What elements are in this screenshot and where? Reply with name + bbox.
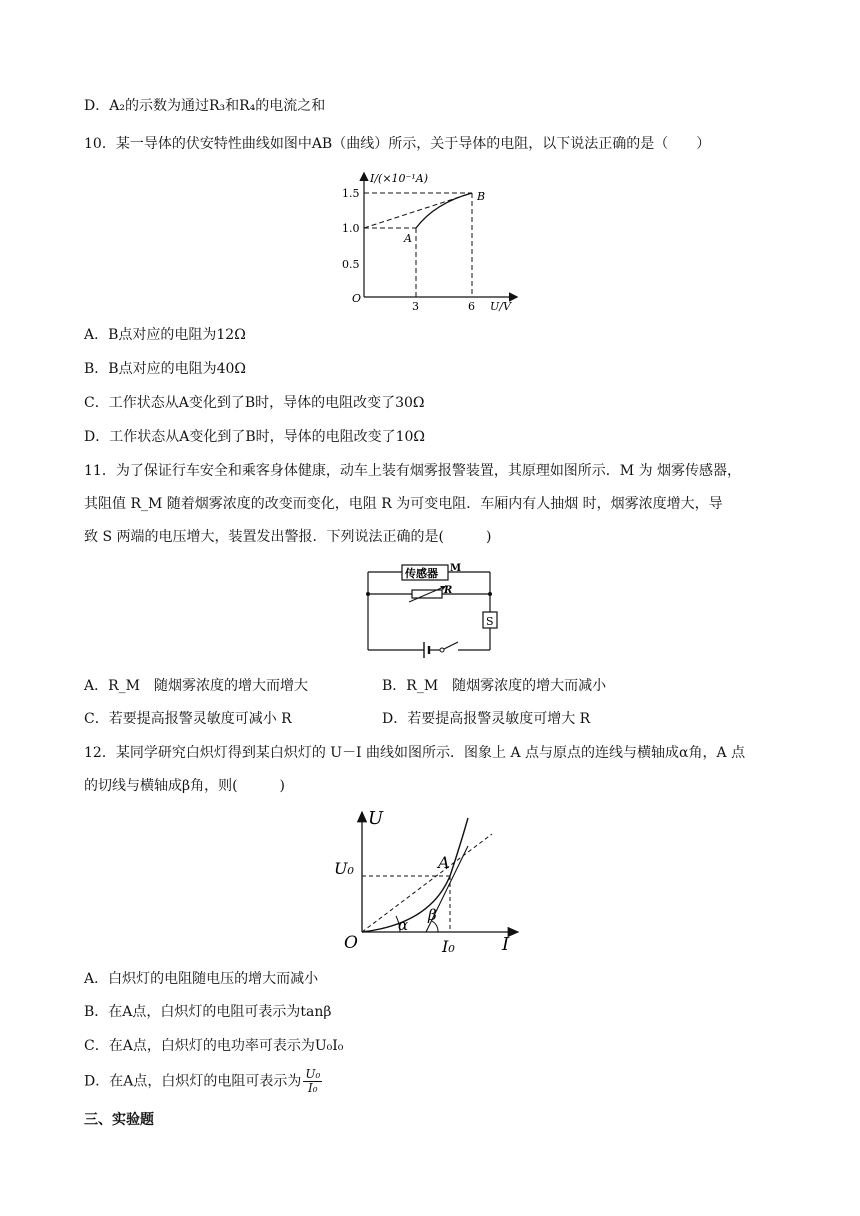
q10-option-b: B．B点对应的电阻为40Ω xyxy=(84,361,246,377)
q10-point-b: B xyxy=(477,190,486,203)
q10-ytick-05: 0.5 xyxy=(342,258,360,271)
q12-point-a: A xyxy=(438,853,450,872)
q10-origin: O xyxy=(352,292,362,305)
q10-ytick-15: 1.5 xyxy=(342,187,360,200)
q11-option-a: A．R_M 随烟雾浓度的增大而增大 xyxy=(84,678,308,694)
section-heading: 三、实验题 xyxy=(84,1112,154,1128)
q10-stem: 10．某一导体的伏安特性曲线如图中AB（曲线）所示，关于导体的电阻，以下说法正确的是（ ） xyxy=(84,136,711,152)
q12-i0-label: I₀ xyxy=(442,937,455,956)
q12-origin: O xyxy=(344,933,358,953)
q10-option-a: A．B点对应的电阻为12Ω xyxy=(84,327,246,343)
q12-option-a: A．白炽灯的电阻随电压的增大而减小 xyxy=(84,971,319,987)
q12-option-d xyxy=(84,1068,322,1095)
q10-xtick-3: 3 xyxy=(412,300,419,313)
q12-xlabel: I xyxy=(502,934,510,955)
q12-u0-label: U₀ xyxy=(334,859,354,878)
q10-iu-graph xyxy=(340,168,530,316)
q11-option-d: D．若要提高报警灵敏度可增大 R xyxy=(382,711,591,727)
q12-beta-label: β xyxy=(428,906,437,924)
q11-stem-line3: 致 S 两端的电压增大，装置发出警报．下列说法正确的是( ) xyxy=(84,529,492,545)
q12-frac-denominator: I₀ xyxy=(308,1081,318,1095)
q11-option-c: C．若要提高报警灵敏度可减小 R xyxy=(84,711,292,727)
q12-stem-line2: 的切线与横轴成β角，则( ) xyxy=(84,778,286,794)
q12-option-d-fraction xyxy=(303,1068,322,1095)
q11-circuit-diagram xyxy=(362,562,502,666)
q10-option-c: C．工作状态从A变化到了B时，导体的电阻改变了30Ω xyxy=(84,395,425,411)
q12-alpha-label: α xyxy=(398,916,409,934)
q11-r-label: R xyxy=(444,585,453,596)
q12-ylabel: U xyxy=(368,808,384,829)
q11-stem-line1: 11．为了保证行车安全和乘客身体健康，动车上装有烟雾报警装置，其原理如图所示．M 为 烟雾传感器， xyxy=(84,463,742,479)
q12-ui-graph xyxy=(330,806,530,962)
q10-ytick-10: 1.0 xyxy=(342,222,360,235)
q12-frac-numerator: U₀ xyxy=(305,1067,321,1081)
q10-ylabel: I/(×10⁻¹A) xyxy=(370,172,429,185)
q11-sensor-label: 传感器 xyxy=(405,567,438,580)
q11-m-label: M xyxy=(450,563,462,574)
q12-option-d-text: D．在A点，白炽灯的电阻可表示为 xyxy=(84,1073,302,1090)
q12-option-c: C．在A点，白炽灯的电功率可表示为U₀I₀ xyxy=(84,1038,344,1054)
q11-s-label: S xyxy=(486,615,494,628)
q10-xlabel: U/V xyxy=(490,300,511,313)
q12-stem-line1: 12．某同学研究白炽灯得到某白炽灯的 U－I 曲线如图所示．图象上 A 点与原点的连线与横轴成α角，A 点 xyxy=(84,745,746,761)
q11-option-b: B．R_M 随烟雾浓度的增大而减小 xyxy=(382,678,607,694)
q11-stem-line2: 其阻值 R_M 随着烟雾浓度的改变而变化，电阻 R 为可变电阻．车厢内有人抽烟 时，烟雾浓度增大，导 xyxy=(84,496,723,512)
q9-option-d: D．A₂的示数为通过R₃和R₄的电流之和 xyxy=(84,98,326,114)
q10-point-a: A xyxy=(404,232,412,245)
q12-option-b: B．在A点，白炽灯的电阻可表示为tanβ xyxy=(84,1004,332,1020)
q10-option-d: D．工作状态从A变化到了B时，导体的电阻改变了10Ω xyxy=(84,429,426,445)
q10-xtick-6: 6 xyxy=(468,300,475,313)
